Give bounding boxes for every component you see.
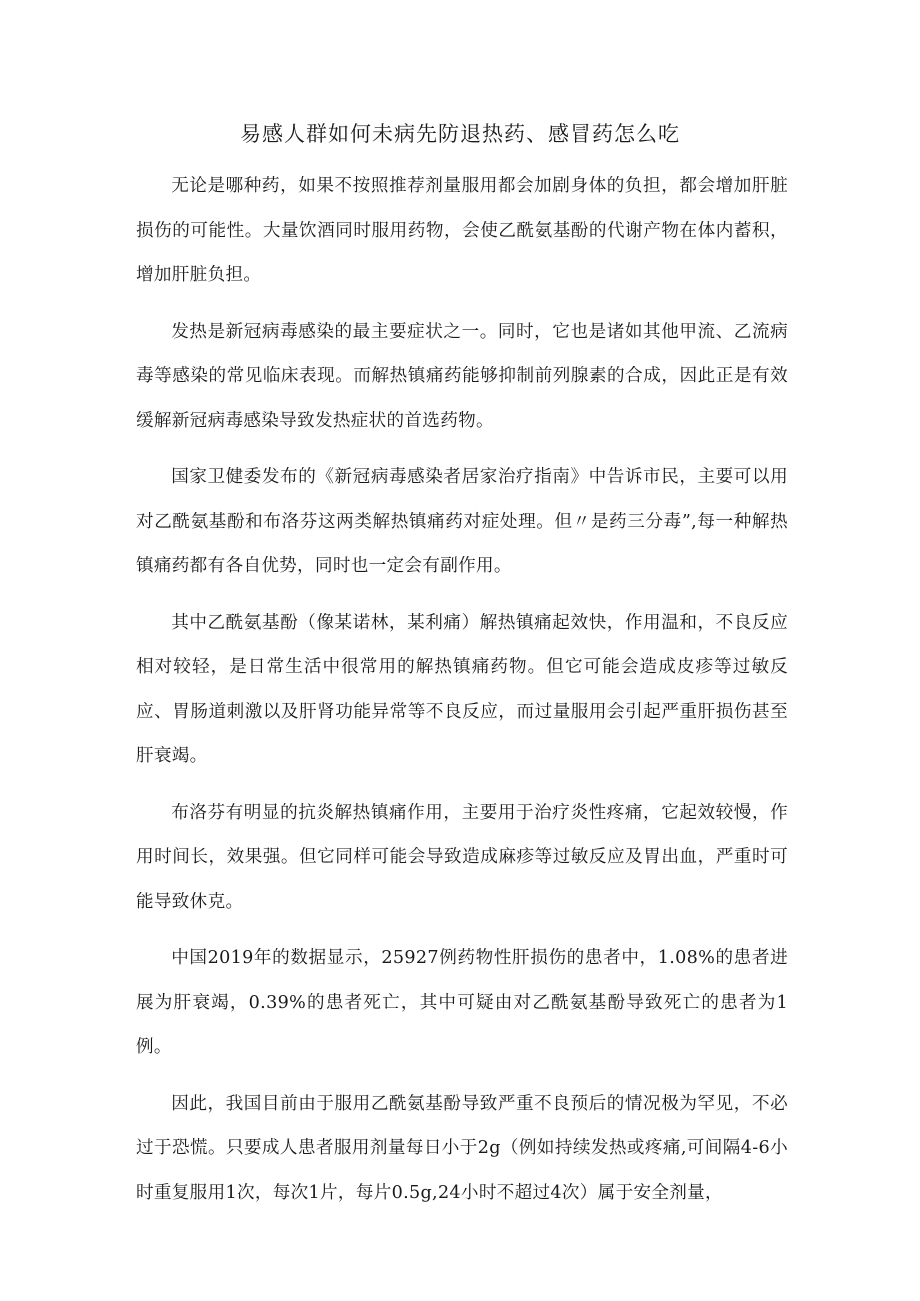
paragraph-7: 因此，我国目前由于服用乙酰氨基酚导致严重不良预后的情况极为罕见，不必过于恐慌。只要成人患者服用剂量每日小于2g（例如持续发热或疼痛,可间隔4-6小时重复服用1次，每次1片，每片0.5g,24小时不超过4次）属于安全剂量，: [136, 1093, 788, 1203]
document-title: 易感人群如何未病先防退热药、感冒药怎么吃: [240, 122, 680, 146]
paragraph-2: 发热是新冠病毒感染的最主要症状之一。同时，它也是诸如其他甲流、乙流病毒等感染的常见临床表现。而解热镇痛药能够抑制前列腺素的合成，因此正是有效缓解新冠病毒感染导致发热症状的首选药物。: [136, 321, 788, 431]
paragraph-3: 国家卫健委发布的《新冠病毒感染者居家治疗指南》中告诉市民，主要可以用对乙酰氨基酚和布洛芬这两类解热镇痛药对症处理。但〃是药三分毒”,每一种解热镇痛药都有各自优势，同时也一定会有副作用。: [136, 467, 788, 576]
paragraph-1: 无论是哪种药，如果不按照推荐剂量服用都会加剧身体的负担，都会增加肝脏损伤的可能性。大量饮酒同时服用药物，会使乙酰氨基酚的代谢产物在体内蓄积，增加肝脏负担。: [136, 176, 788, 285]
paragraph-6: 中国2019年的数据显示，25927例药物性肝损伤的患者中，1.08%的患者进展为肝衰竭，0.39%的患者死亡，其中可疑由对乙酰氨基酚导致死亡的患者为1例。: [136, 948, 788, 1057]
paragraph-4: 其中乙酰氨基酚（像某诺林，某利痛）解热镇痛起效快，作用温和，不良反应相对较轻，是日常生活中很常用的解热镇痛药物。但它可能会造成皮疹等过敏反应、胃肠道刺激以及肝肾功能异常等不良反应，而过量服用会引起严重肝损伤甚至肝衰竭。: [136, 612, 788, 766]
paragraph-5: 布洛芬有明显的抗炎解热镇痛作用，主要用于治疗炎性疼痛，它起效较慢，作用时间长，效果强。但它同样可能会导致造成麻疹等过敏反应及胃出血，严重时可能导致休克。: [136, 802, 788, 912]
document-body: [136, 164, 788, 1227]
